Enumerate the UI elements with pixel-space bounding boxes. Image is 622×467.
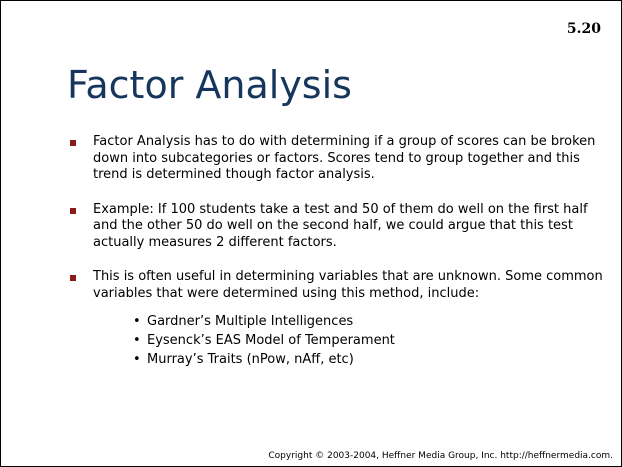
bullet-text: This is often useful in determining variables that are unknown. Some common variables that were determined using this method, include:	[93, 269, 603, 301]
sub-bullet-text: Gardner’s Multiple Intelligences	[147, 314, 354, 329]
bullet-text: Factor Analysis has to do with determining if a group of scores can be broken down into subcategories or factors. Scores tend to group together and this trend is determined though factor analysis.	[93, 134, 596, 182]
square-bullet-icon	[70, 140, 76, 146]
sub-bullet-text: Murray’s Traits (nPow, nAff, etc)	[147, 352, 354, 367]
slide-number: 5.20	[566, 21, 601, 37]
square-bullet-icon	[70, 275, 76, 281]
sub-bullet-item	[133, 350, 621, 369]
bullet-item	[1, 134, 621, 184]
square-bullet-icon	[70, 208, 76, 214]
sub-bullet-item	[133, 312, 621, 331]
sub-bullet-text: Eysenck’s EAS Model of Temperament	[147, 333, 395, 348]
bullet-text: Example: If 100 students take a test and 50 of them do well on the first half and the other 50 do well on the second half, we could argue that this test actually measures 2 different factors.	[93, 201, 588, 250]
copyright-footer: Copyright © 2003-2004, Heffner Media Group, Inc. http://heffnermedia.com.	[268, 451, 613, 461]
dot-bullet-icon: •	[133, 314, 141, 329]
sub-bullet-item	[133, 331, 621, 350]
bullet-item	[1, 269, 621, 369]
bullet-item	[1, 202, 621, 252]
dot-bullet-icon: •	[133, 352, 141, 367]
dot-bullet-icon: •	[133, 333, 141, 348]
bullet-list	[1, 134, 621, 387]
slide-title: Factor Analysis	[67, 63, 352, 107]
sub-bullet-list	[1, 312, 621, 369]
